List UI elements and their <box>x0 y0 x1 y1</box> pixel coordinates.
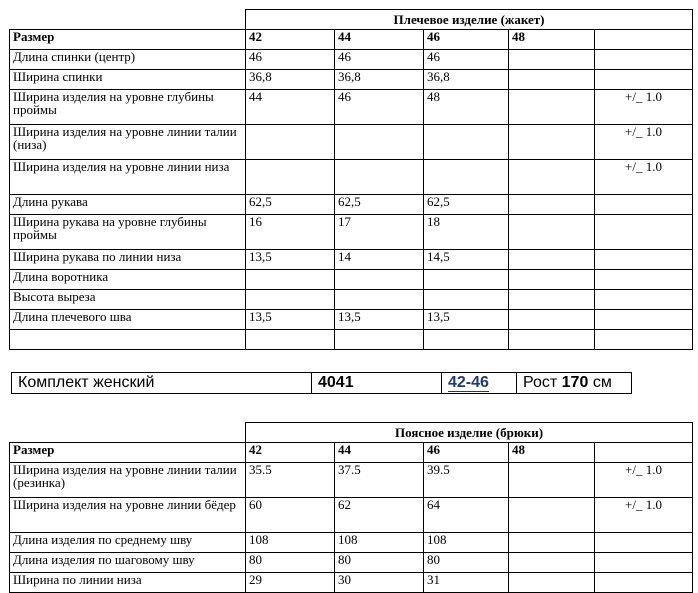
measurement-value <box>509 553 595 573</box>
table-row <box>10 533 693 553</box>
size-header-46: 46 <box>424 30 509 50</box>
measurement-label: Длина плечевого шва <box>10 310 246 330</box>
measurement-value <box>424 290 509 310</box>
table-row <box>10 90 693 125</box>
table-row <box>10 195 693 215</box>
blank-cell <box>10 10 246 30</box>
measurement-value <box>509 70 595 90</box>
trousers-measurements-table <box>9 422 693 593</box>
measurement-value: 46 <box>424 50 509 70</box>
kit-size-range: 42-46 <box>442 373 517 394</box>
measurement-label: Длина изделия по среднему шву <box>10 533 246 553</box>
measurement-value <box>335 125 424 160</box>
measurement-value: 30 <box>335 573 424 593</box>
measurement-value: 14 <box>335 250 424 270</box>
measurement-value: 35.5 <box>246 463 335 498</box>
measurement-value: 80 <box>246 553 335 573</box>
measurement-value: 108 <box>335 533 424 553</box>
table-row <box>10 290 693 310</box>
table-row <box>10 125 693 160</box>
size-header-48: 48 <box>509 443 595 463</box>
tolerance-value <box>595 250 693 270</box>
blank-cell <box>10 423 246 443</box>
measurement-value: 44 <box>246 90 335 125</box>
tolerance-value: +/_ 1.0 <box>595 498 693 533</box>
size-header-row <box>10 443 693 463</box>
size-header-42: 42 <box>246 30 335 50</box>
table-row <box>10 50 693 70</box>
measurement-value: 14,5 <box>424 250 509 270</box>
tolerance-value: +/_ 1.0 <box>595 160 693 195</box>
tolerance-value <box>595 573 693 593</box>
measurement-value <box>246 290 335 310</box>
measurement-label: Длина воротника <box>10 270 246 290</box>
measurement-value: 13,5 <box>335 310 424 330</box>
measurement-value: 29 <box>246 573 335 593</box>
measurement-value <box>424 160 509 195</box>
tolerance-value: +/_ 1.0 <box>595 90 693 125</box>
measurement-value <box>424 330 509 350</box>
measurement-value <box>246 160 335 195</box>
measurement-value: 62,5 <box>424 195 509 215</box>
measurement-value: 17 <box>335 215 424 250</box>
measurement-value <box>509 195 595 215</box>
measurement-value: 64 <box>424 498 509 533</box>
tolerance-value <box>595 215 693 250</box>
kit-code: 4041 <box>312 373 442 394</box>
size-header-label: Размер <box>10 443 246 463</box>
measurement-value: 36,8 <box>424 70 509 90</box>
measurement-value <box>246 330 335 350</box>
measurement-value <box>509 160 595 195</box>
tolerance-value <box>595 270 693 290</box>
measurement-value <box>509 463 595 498</box>
measurement-label: Ширина по линии низа <box>10 573 246 593</box>
table-row <box>10 160 693 195</box>
measurement-value: 37.5 <box>335 463 424 498</box>
kit-info-strip <box>11 372 632 394</box>
table-row <box>10 330 693 350</box>
tolerance-value <box>595 553 693 573</box>
tolerance-value <box>595 70 693 90</box>
measurement-label: Длина рукава <box>10 195 246 215</box>
measurement-value <box>509 125 595 160</box>
measurement-value <box>509 290 595 310</box>
size-header-44: 44 <box>335 443 424 463</box>
measurement-value <box>335 330 424 350</box>
measurement-value: 39.5 <box>424 463 509 498</box>
size-header-44: 44 <box>335 30 424 50</box>
measurement-value: 31 <box>424 573 509 593</box>
size-header-46: 46 <box>424 443 509 463</box>
measurement-value <box>424 270 509 290</box>
measurement-value <box>335 160 424 195</box>
size-header-label: Размер <box>10 30 246 50</box>
measurement-value <box>509 50 595 70</box>
title-row <box>10 10 693 30</box>
measurement-value: 16 <box>246 215 335 250</box>
title-row <box>10 423 693 443</box>
kit-name: Комплект женский <box>12 373 312 394</box>
measurement-value: 80 <box>335 553 424 573</box>
table-row <box>10 463 693 498</box>
tolerance-value: +/_ 1.0 <box>595 125 693 160</box>
measurement-label <box>10 330 246 350</box>
table-row <box>10 70 693 90</box>
measurement-value: 13,5 <box>424 310 509 330</box>
measurement-value <box>509 90 595 125</box>
kit-height: Рост 170 см <box>517 373 632 394</box>
measurement-value <box>509 498 595 533</box>
tolerance-value <box>595 330 693 350</box>
measurement-value <box>509 270 595 290</box>
measurement-value <box>424 125 509 160</box>
jacket-measurements-table <box>9 9 693 350</box>
measurement-value <box>335 290 424 310</box>
measurement-label: Ширина спинки <box>10 70 246 90</box>
measurement-label: Ширина изделия на уровне линии низа <box>10 160 246 195</box>
measurement-value <box>509 215 595 250</box>
measurement-value: 13,5 <box>246 310 335 330</box>
measurement-value: 80 <box>424 553 509 573</box>
measurement-value: 46 <box>246 50 335 70</box>
measurement-label: Длина спинки (центр) <box>10 50 246 70</box>
tolerance-value <box>595 195 693 215</box>
table-row <box>10 498 693 533</box>
tolerance-value: +/_ 1.0 <box>595 463 693 498</box>
tolerance-value <box>595 290 693 310</box>
measurement-value: 13,5 <box>246 250 335 270</box>
table-row <box>10 573 693 593</box>
measurement-value: 60 <box>246 498 335 533</box>
measurement-value: 48 <box>424 90 509 125</box>
measurement-value <box>509 310 595 330</box>
measurement-label: Ширина изделия на уровне линии талии (резинка) <box>10 463 246 498</box>
measurement-value <box>509 573 595 593</box>
measurement-value <box>509 533 595 553</box>
measurement-value: 46 <box>335 90 424 125</box>
measurement-value: 18 <box>424 215 509 250</box>
table-row <box>10 310 693 330</box>
measurement-value: 62 <box>335 498 424 533</box>
measurement-value: 108 <box>246 533 335 553</box>
size-header-42: 42 <box>246 443 335 463</box>
measurement-value <box>246 125 335 160</box>
measurement-label: Ширина рукава по линии низа <box>10 250 246 270</box>
measurement-value: 62,5 <box>246 195 335 215</box>
table-row <box>10 553 693 573</box>
measurement-value <box>509 330 595 350</box>
measurement-value: 36,8 <box>335 70 424 90</box>
measurement-label: Длина изделия по шаговому шву <box>10 553 246 573</box>
table-row <box>10 270 693 290</box>
measurement-value <box>509 250 595 270</box>
measurement-value: 62,5 <box>335 195 424 215</box>
size-header-48: 48 <box>509 30 595 50</box>
measurement-label: Ширина изделия на уровне глубины проймы <box>10 90 246 125</box>
measurement-label: Ширина рукава на уровне глубины проймы <box>10 215 246 250</box>
tolerance-value <box>595 533 693 553</box>
measurement-value <box>246 270 335 290</box>
tolerance-value <box>595 310 693 330</box>
measurement-value: 46 <box>335 50 424 70</box>
table-row <box>10 215 693 250</box>
measurement-label: Ширина изделия на уровне линии бёдер <box>10 498 246 533</box>
table-row <box>10 250 693 270</box>
measurement-value <box>335 270 424 290</box>
measurement-value: 36,8 <box>246 70 335 90</box>
tolerance-header <box>595 30 693 50</box>
measurement-label: Высота выреза <box>10 290 246 310</box>
size-header-row <box>10 30 693 50</box>
measurement-label: Ширина изделия на уровне линии талии (низа) <box>10 125 246 160</box>
tolerance-value <box>595 50 693 70</box>
table-title: Поясное изделие (брюки) <box>246 423 693 443</box>
measurement-value: 108 <box>424 533 509 553</box>
table-title: Плечевое изделие (жакет) <box>246 10 693 30</box>
tolerance-header <box>595 443 693 463</box>
